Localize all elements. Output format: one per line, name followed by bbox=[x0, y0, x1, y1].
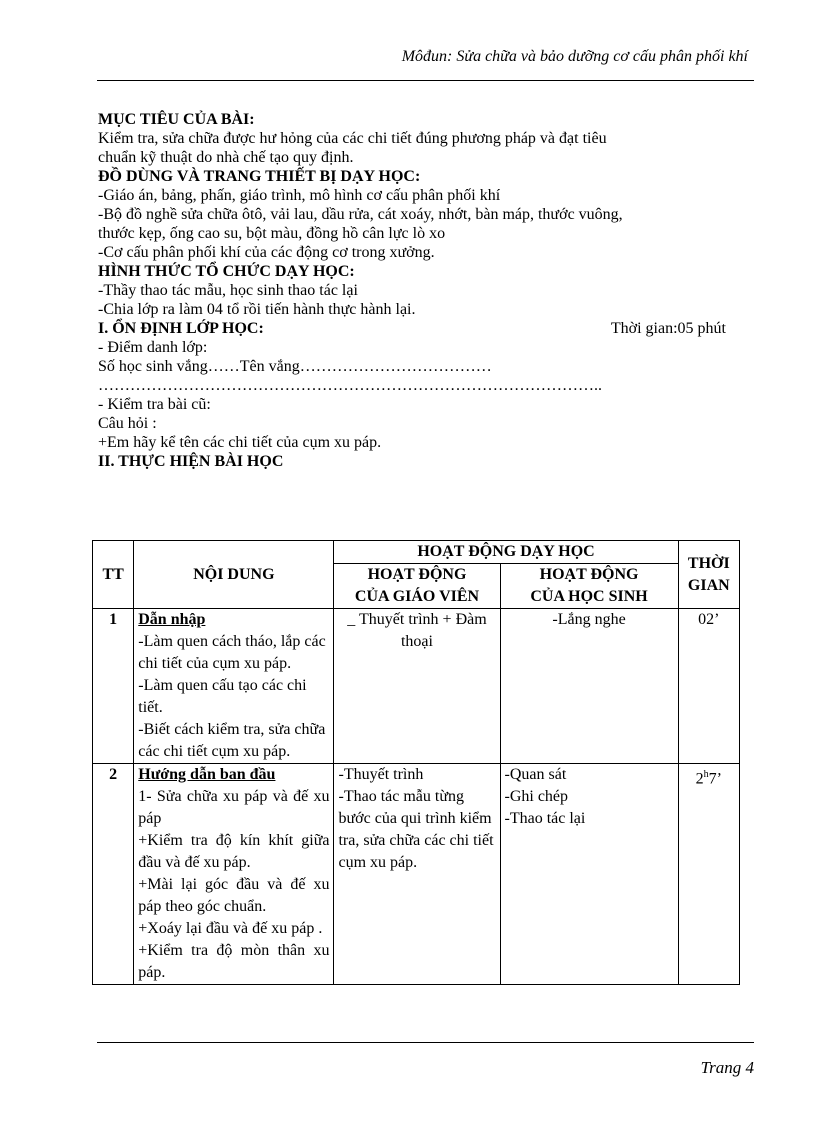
format-heading: HÌNH THỨC TỔ CHỨC DẠY HỌC: bbox=[98, 263, 355, 280]
header-student-line: CỦA HỌC SINH bbox=[530, 588, 648, 605]
header-activity: HOẠT ĐỘNG DẠY HỌC bbox=[334, 541, 678, 564]
content-line: +Xoáy lại đầu và đế xu páp . bbox=[138, 920, 323, 937]
header-time-line: GIAN bbox=[687, 576, 730, 594]
content-line: +Mài lại góc đầu và đế xu páp theo góc chuẩn. bbox=[138, 876, 330, 915]
equipment-line: thước kẹp, ống cao su, bột màu, đồng hồ cân lực lò xo bbox=[98, 225, 446, 242]
student-line: -Lắng nghe bbox=[552, 611, 626, 628]
section1-heading: I. ỔN ĐỊNH LỚP HỌC: bbox=[98, 320, 264, 337]
dots-line: ………………………………………………………………………………….. bbox=[98, 377, 602, 394]
equipment-line: -Cơ cấu phân phối khí của các động cơ trong xưởng. bbox=[98, 244, 435, 261]
row-teacher bbox=[334, 764, 500, 985]
table-row bbox=[93, 764, 740, 985]
header-teacher-line: HOẠT ĐỘNG bbox=[367, 566, 467, 583]
teacher-line: -Thao tác mẫu từng bước của qui trình kiểm tra, sửa chữa các chi tiết cụm xu páp. bbox=[338, 788, 494, 871]
header-time bbox=[678, 541, 739, 609]
student-line: -Quan sát bbox=[504, 766, 567, 783]
objectives-line: Kiểm tra, sửa chữa được hư hỏng của các chi tiết đúng phương pháp và đạt tiêu bbox=[98, 130, 607, 147]
section1-time: Thời gian:05 phút bbox=[610, 320, 726, 337]
content-line: +Kiểm tra độ kín khít giữa đầu và đế xu páp. bbox=[138, 832, 330, 871]
objectives-line: chuẩn kỹ thuật do nhà chế tạo quy định. bbox=[98, 149, 354, 166]
teacher-line: -Thuyết trình bbox=[338, 766, 424, 783]
section2-heading: II. THỰC HIỆN BÀI HỌC bbox=[98, 453, 284, 470]
footer-rule bbox=[97, 1042, 754, 1043]
question-text: +Em hãy kể tên các chi tiết của cụm xu páp. bbox=[98, 434, 382, 451]
section1-row bbox=[98, 319, 738, 338]
header-rule bbox=[97, 80, 754, 81]
header-student bbox=[500, 564, 678, 609]
page-header: Môđun: Sửa chữa và bảo dưỡng cơ cấu phân phối khí bbox=[401, 48, 748, 65]
table-row bbox=[93, 609, 740, 764]
content-line: -Làm quen cách tháo, lắp các chi tiết của cụm xu páp. bbox=[138, 633, 326, 672]
document-body bbox=[98, 110, 738, 471]
teacher-line: _ Thuyết trình + Đàm thoại bbox=[347, 611, 487, 650]
absent-line: Số học sinh vắng……Tên vắng……………………………… bbox=[98, 358, 492, 375]
equipment-line: -Bộ đồ nghề sửa chữa ôtô, vải lau, dầu rửa, cát xoáy, nhớt, bàn máp, thước vuông, bbox=[98, 206, 623, 223]
row-number: 2 bbox=[93, 764, 134, 985]
header-tt: TT bbox=[93, 541, 134, 609]
content-line: +Kiểm tra độ mòn thân xu páp. bbox=[138, 942, 330, 981]
row-time bbox=[678, 764, 739, 985]
student-line: -Ghi chép bbox=[504, 788, 569, 805]
row-student bbox=[500, 609, 678, 764]
format-line: -Thầy thao tác mẫu, học sinh thao tác lại bbox=[98, 282, 358, 299]
row-teacher bbox=[334, 609, 500, 764]
row-time: 02’ bbox=[678, 609, 739, 764]
row-content bbox=[134, 609, 334, 764]
row-student bbox=[500, 764, 678, 985]
time-main: 2 bbox=[695, 770, 704, 788]
student-line: -Thao tác lại bbox=[504, 810, 586, 827]
row-content bbox=[134, 764, 334, 985]
objectives-heading: MỤC TIÊU CỦA BÀI: bbox=[98, 111, 255, 128]
time-rest: 7’ bbox=[708, 770, 722, 788]
content-line: -Làm quen cấu tạo các chi tiết. bbox=[138, 677, 307, 716]
review-line: - Kiểm tra bài cũ: bbox=[98, 396, 211, 413]
header-time-line: THỜI bbox=[687, 554, 730, 572]
roll-call: - Điểm danh lớp: bbox=[98, 339, 208, 356]
content-line: 1- Sửa chữa xu páp và đế xu páp bbox=[138, 788, 330, 827]
time-sup: h bbox=[703, 769, 709, 780]
row-number: 1 bbox=[93, 609, 134, 764]
header-content: NỘI DUNG bbox=[134, 541, 334, 609]
header-teacher bbox=[334, 564, 500, 609]
page-number: Trang 4 bbox=[700, 1058, 754, 1077]
table-header-row bbox=[93, 541, 740, 564]
header-student-line: HOẠT ĐỘNG bbox=[539, 566, 639, 583]
header-teacher-line: CỦA GIÁO VIÊN bbox=[354, 588, 480, 605]
row-title: Dẫn nhập bbox=[138, 611, 206, 628]
content-line: -Biết cách kiểm tra, sửa chữa các chi tiết cụm xu páp. bbox=[138, 721, 326, 760]
lesson-table bbox=[92, 540, 740, 985]
question-label: Câu hỏi : bbox=[98, 415, 157, 432]
format-line: -Chia lớp ra làm 04 tổ rồi tiến hành thực hành lại. bbox=[98, 301, 416, 318]
equipment-heading: ĐỒ DÙNG VÀ TRANG THIẾT BỊ DẠY HỌC: bbox=[98, 168, 421, 185]
row-title: Hướng dẫn ban đầu bbox=[138, 766, 276, 783]
equipment-line: -Giáo án, bảng, phấn, giáo trình, mô hình cơ cấu phân phối khí bbox=[98, 187, 501, 204]
